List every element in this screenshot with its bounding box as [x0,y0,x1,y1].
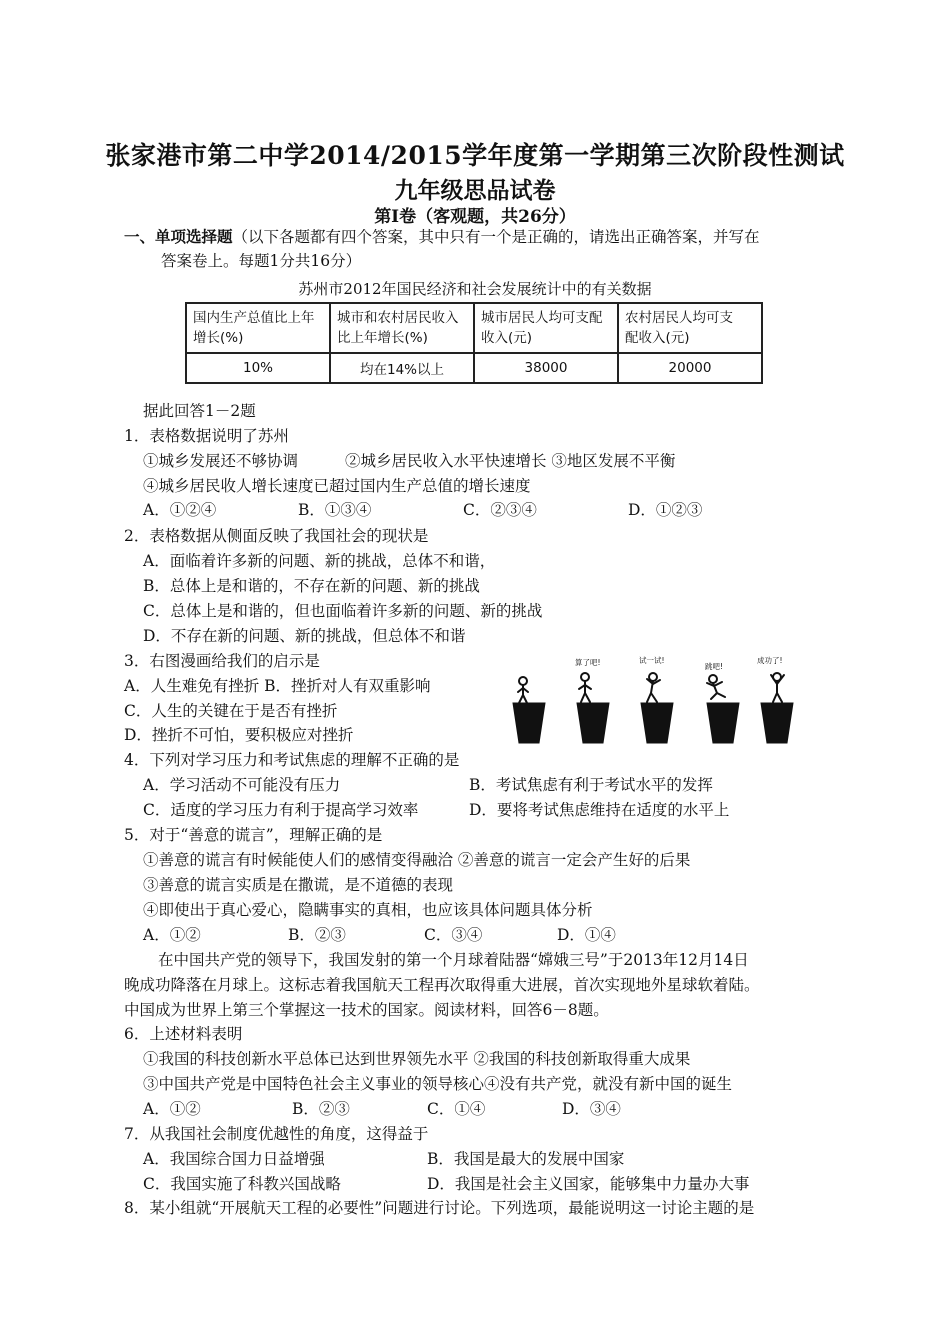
q2-option-a: A．面临着许多新的问题、新的挑战，总体不和谐， [143,552,496,570]
q5-stem: 5．对于“善意的谎言”，理解正确的是 [124,826,383,844]
table-cell: 10% [186,353,330,383]
cliff-pillar [513,703,545,743]
q2-option-c: C．总体上是和谐的，但也面临着许多新的问题、新的挑战 [143,602,543,620]
q2-option-b: B．总体上是和谐的，不存在新的问题、新的挑战 [143,577,480,595]
q6-stem: 6．上述材料表明 [124,1025,243,1043]
q1-option-d: D．①②③ [628,501,703,519]
q1-option-a: A．①②④ [143,501,217,519]
table-cell: 38000 [474,353,618,383]
material-paragraph: 晚成功降落在月球上。这标志着我国航天工程再次取得重大进展，首次实现地外星球软着陆。 [124,976,760,994]
q2-option-d: D．不存在新的问题、新的挑战，但总体不和谐 [143,627,466,645]
q8-stem: 8．某小组就“开展航天工程的必要性”问题进行讨论。下列选项，最能说明这一讨论主题的是 [124,1199,755,1217]
q3-option-c: C．人生的关键在于是否有挫折 [124,702,338,720]
q1-option-b: B．①③④ [298,501,372,519]
q5-option-d: D．①④ [557,926,616,944]
q4-option-d: D．要将考试焦虑维持在适度的水平上 [469,801,730,819]
section-instruction-cont: 答案卷上。每题1分共16分） [161,252,362,270]
figure-head [709,675,717,683]
q7-stem: 7．从我国社会制度优越性的角度，这得益于 [124,1125,429,1143]
q6-statement: ①我国的科技创新水平总体已达到世界领先水平 ②我国的科技创新取得重大成果 [143,1050,691,1068]
table-header-cell: 国内生产总值比上年 增长(%) [186,303,330,353]
table-row [186,353,762,383]
q6-option-a: A．①② [143,1100,201,1118]
q5-statement: ④即使出于真心爱心，隐瞒事实的真相，也应该具体问题具体分析 [143,901,593,919]
q6-option-c: C．①④ [427,1100,486,1118]
q3-option-ab: A．人生难免有挫折 B．挫折对人有双重影响 [124,677,431,695]
q7-option-c: C．我国实施了科教兴国战略 [143,1175,341,1193]
part-heading: 第Ⅰ卷（客观题，共26分） [374,207,576,227]
q5-option-c: C．③④ [424,926,483,944]
figure-body [647,679,660,702]
material-paragraph: 中国成为世界上第三个掌握这一技术的国家。阅读材料，回答6－8题。 [124,1001,609,1019]
figure-body [518,685,528,703]
statistics-table [185,302,763,384]
figure-head [581,673,589,681]
q5-statement: ①善意的谎言有时候能使人们的感情变得融洽 ②善意的谎言一定会产生好的后果 [143,851,691,869]
q1-statement: ④城乡居民收人增长速度已超过国内生产总值的增长速度 [143,477,531,495]
cliff-pillar [761,703,793,743]
exam-subtitle: 九年级思品试卷 [394,177,556,204]
q7-option-d: D．我国是社会主义国家，能够集中力量办大事 [427,1175,750,1193]
q4-stem: 4．下列对学习压力和考试焦虑的理解不正确的是 [124,751,460,769]
q6-statement: ③中国共产党是中国特色社会主义事业的领导核心④没有共产党，就没有新中国的诞生 [143,1075,733,1093]
q5-option-b: B．②③ [288,926,346,944]
frustration-cartoon [505,655,795,745]
q5-option-a: A．①② [143,926,201,944]
q1-statement: ②城乡居民收入水平快速增长 ③地区发展不平衡 [345,452,676,470]
cartoon-caption: 成功了! [757,656,783,665]
table-header-cell: 城市居民人均可支配 收入(元) [474,303,618,353]
q5-statement: ③善意的谎言实质是在撒谎，是不道德的表现 [143,876,454,894]
cartoon-caption: 试一试! [639,656,665,665]
q4-option-b: B．考试焦虑有利于考试水平的发挥 [469,776,713,794]
table-cell: 20000 [618,353,762,383]
cliff-pillar [641,703,673,743]
lead-text: 据此回答1－2题 [143,402,256,420]
cliff-pillar [707,703,739,743]
figure-head [649,673,657,681]
q4-option-c: C．适度的学习压力有利于提高学习效率 [143,801,419,819]
figure-head [519,677,527,685]
section-heading: 一、单项选择题 [124,227,233,246]
q6-option-b: B．②③ [292,1100,350,1118]
cartoon-caption: 算了吧! [575,658,601,667]
table-header-cell: 农村居民人均可支 配收入(元) [618,303,762,353]
table-caption: 苏州市2012年国民经济和社会发展统计中的有关数据 [298,280,652,298]
q1-option-c: C．②③④ [463,501,537,519]
q4-option-a: A．学习活动不可能没有压力 [143,776,341,794]
q2-stem: 2．表格数据从侧面反映了我国社会的现状是 [124,527,429,545]
cliff-pillar [577,703,609,743]
q1-statement: ①城乡发展还不够协调 [143,452,299,470]
cartoon-caption: 跳吧! [705,662,724,671]
section-instruction: （以下各题都有四个答案，其中只有一个是正确的，请选出正确答案，并写在 [232,228,760,246]
q7-option-a: A．我国综合国力日益增强 [143,1150,325,1168]
q6-option-d: D．③④ [562,1100,621,1118]
table-cell: 均在14%以上 [330,353,474,383]
q3-option-d: D．挫折不可怕，要积极应对挫折 [124,726,354,744]
material-paragraph: 在中国共产党的领导下，我国发射的第一个月球着陆器“嫦娥三号”于2013年12月14日 [158,951,749,969]
q1-stem: 1．表格数据说明了苏州 [124,427,289,445]
section-heading-line [124,226,760,248]
q3-stem: 3．右图漫画给我们的启示是 [124,652,320,670]
figure-body [579,681,591,702]
figure-body [707,682,725,699]
q7-option-b: B．我国是最大的发展中国家 [427,1150,625,1168]
table-header-row [186,303,762,353]
exam-title: 张家港市第二中学2014/2015学年度第一学期第三次阶段性测试 [105,141,845,170]
table-header-cell: 城市和农村居民收入 比上年增长(%) [330,303,474,353]
